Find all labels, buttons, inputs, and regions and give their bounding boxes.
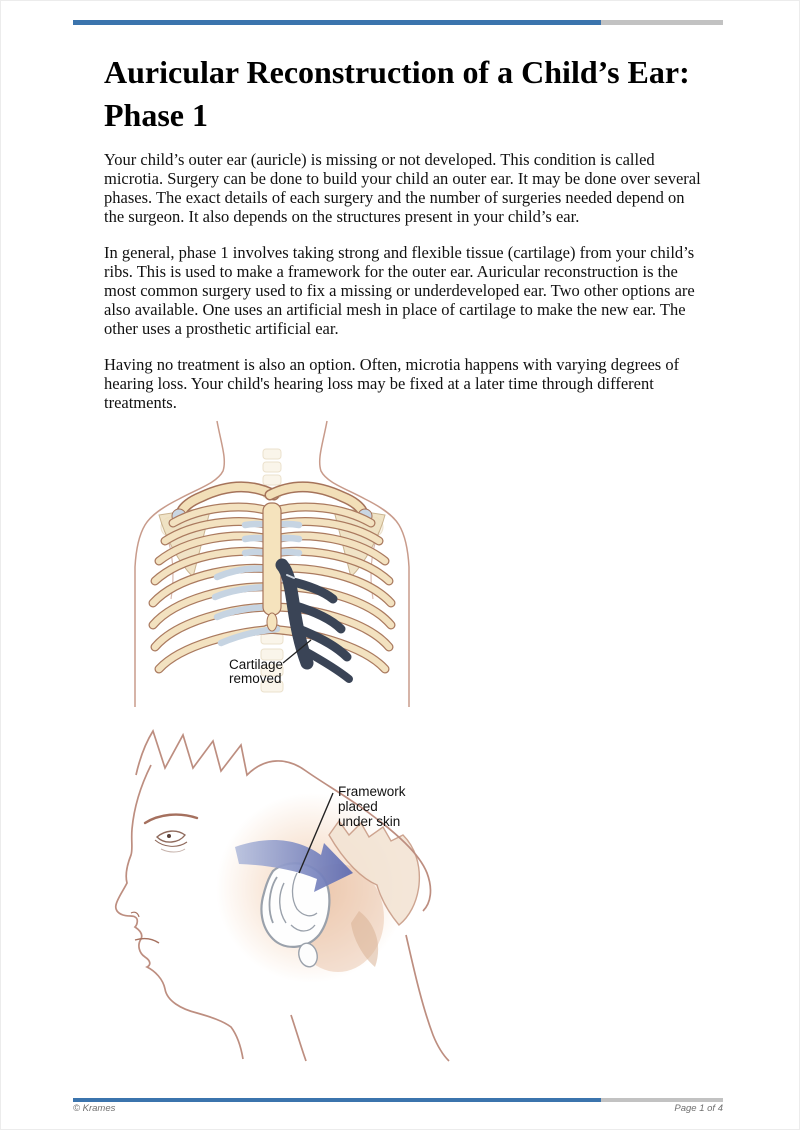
header-bar-gray-segment	[601, 20, 723, 25]
head-profile-illustration	[101, 713, 451, 1063]
figure1-caption-line2: removed	[229, 671, 282, 686]
footer-bar-gray-segment	[601, 1098, 723, 1102]
figure1-caption-line1: Cartilage	[229, 657, 284, 672]
paragraph-intro: Your child’s outer ear (auricle) is missing or not developed. This condition is called microtia. Surgery can be done to build your child an outer ear. It may be done over several phases. The exact details of each surgery and the number of surgeries needed depend on the surgeon. It also depends on the structures present in your child’s ear.	[104, 150, 701, 226]
footer-bar-blue-segment	[73, 1098, 601, 1102]
paragraph-phase1: In general, phase 1 involves taking strong and flexible tissue (cartilage) from your child’s ribs. This is used to make a framework for the outer ear. Auricular reconstruction is the most common surgery used to fix a missing or underdeveloped ear. Two other options are also available. One uses an artificial mesh in place of cartilage to make the new ear. The other uses a prosthetic artificial ear.	[104, 243, 695, 338]
header-bar-blue-segment	[73, 20, 601, 25]
figure2-caption-line1: Framework	[338, 784, 406, 799]
paragraph-no-treatment: Having no treatment is also an option. Often, microtia happens with varying degrees of hearing loss. Your child's hearing loss may be fixed at a later time through different treatments.	[104, 355, 680, 412]
figure2-caption-line3: under skin	[338, 814, 401, 829]
page-title-line-2: Phase 1	[104, 97, 208, 133]
footer-accent-bar	[73, 1098, 723, 1102]
removed-cartilage-region	[282, 565, 349, 679]
facial-features	[131, 815, 197, 943]
body-text	[104, 150, 708, 429]
page-title	[104, 51, 690, 137]
figure2-caption-line2: placed	[338, 799, 378, 814]
footer-copyright: © Krames	[73, 1103, 116, 1114]
ribcage-illustration	[131, 419, 421, 709]
footer	[73, 1103, 723, 1114]
footer-page-number: Page 1 of 4	[674, 1103, 723, 1114]
header-accent-bar	[73, 20, 723, 25]
page-title-line-1: Auricular Reconstruction of a Child’s Ear:	[104, 54, 690, 90]
